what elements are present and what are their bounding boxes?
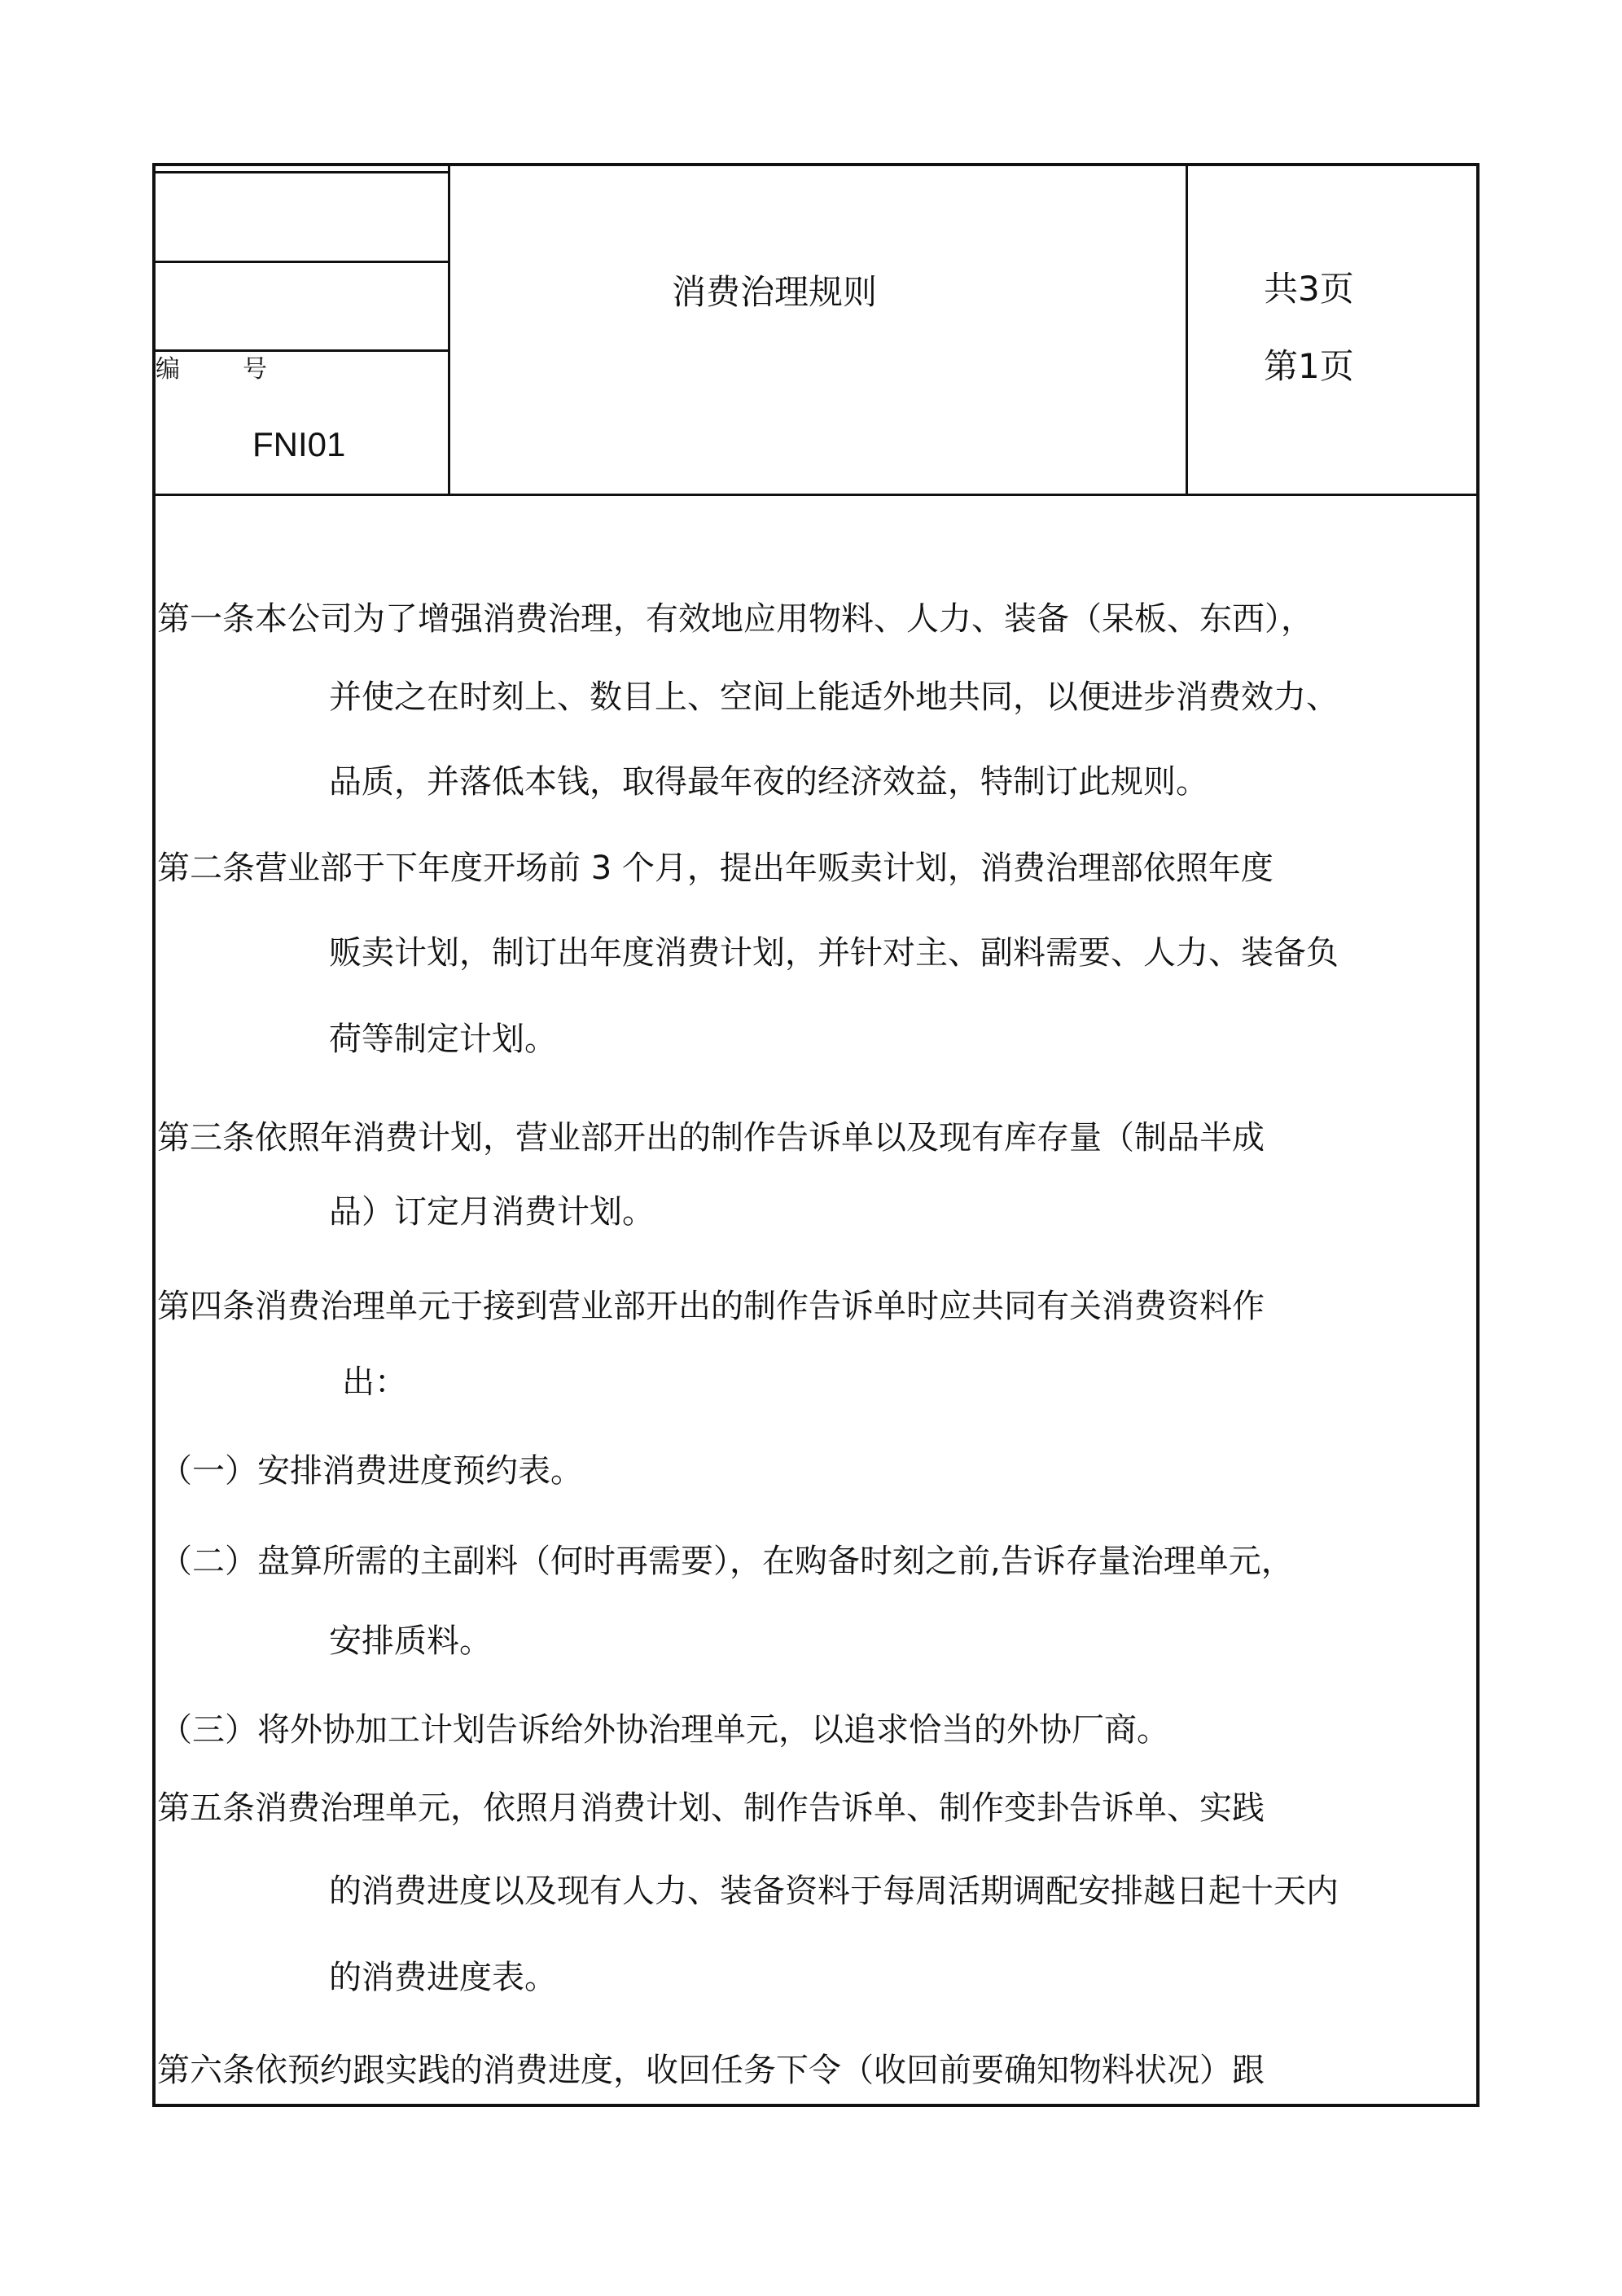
article-3-line-1: 第三条依照年消费计划，营业部开出的制作告诉单以及现有库存量（制品半成 bbox=[157, 1119, 1265, 1157]
code-cell-rule-2 bbox=[152, 261, 449, 263]
document-code: FNI01 bbox=[252, 425, 346, 463]
code-cell-rule-3 bbox=[152, 349, 449, 352]
current-page: 第1页 bbox=[1264, 346, 1354, 386]
article-4-item-1: （一）安排消费进度预约表。 bbox=[160, 1452, 583, 1490]
article-1-line-1: 第一条本公司为了增强消费治理，有效地应用物料、人力、装备（呆板、东西）， bbox=[157, 600, 1313, 638]
article-3-line-2: 品）订定月消费计划。 bbox=[329, 1193, 655, 1231]
article-4-item-3: （三）将外协加工计划告诉给外协治理单元，以追求恰当的外协厂商。 bbox=[160, 1711, 1169, 1749]
total-pages: 共3页 bbox=[1264, 269, 1354, 309]
article-2-line-2: 贩卖计划，制订出年度消费计划，并针对主、副料需要、人力、装备负 bbox=[329, 934, 1339, 972]
article-6-line-1: 第六条依预约跟实践的消费进度，收回任务下令（收回前要确知物料状况）跟 bbox=[157, 2052, 1265, 2089]
article-4-line-2: 出： bbox=[342, 1363, 407, 1401]
code-cell-rule-1 bbox=[152, 171, 449, 173]
article-5-line-3: 的消费进度表。 bbox=[329, 1959, 557, 1996]
article-5-line-2: 的消费进度以及现有人力、装备资料于每周活期调配安排越日起十天内 bbox=[329, 1872, 1339, 1910]
article-4-line-1: 第四条消费治理单元于接到营业部开出的制作告诉单时应共同有关消费资料作 bbox=[157, 1288, 1265, 1325]
code-label-char-1: 编 bbox=[156, 355, 180, 384]
header-divider-right bbox=[1186, 163, 1188, 494]
article-1-line-3: 品质，并落低本钱，取得最年夜的经济效益，特制订此规则。 bbox=[329, 763, 1208, 801]
header-divider-left bbox=[448, 163, 450, 494]
article-4-item-2-line-2: 安排质料。 bbox=[329, 1622, 492, 1660]
code-label-char-2: 号 bbox=[243, 355, 267, 384]
header-bottom-rule bbox=[152, 494, 1480, 496]
document-title: 消费治理规则 bbox=[672, 272, 878, 312]
article-4-item-2-line-1: （二）盘算所需的主副料（何时再需要），在购备时刻之前,告诉存量治理单元， bbox=[160, 1543, 1294, 1580]
article-5-line-1: 第五条消费治理单元，依照月消费计划、制作告诉单、制作变卦告诉单、实践 bbox=[157, 1789, 1265, 1827]
article-2-line-3: 荷等制定计划。 bbox=[329, 1021, 557, 1058]
article-1-line-2: 并使之在时刻上、数目上、空间上能适外地共同，以便进步消费效力、 bbox=[329, 678, 1339, 716]
article-2-line-1: 第二条营业部于下年度开场前 3 个月，提出年贩卖计划，消费治理部依照年度 bbox=[157, 849, 1273, 887]
